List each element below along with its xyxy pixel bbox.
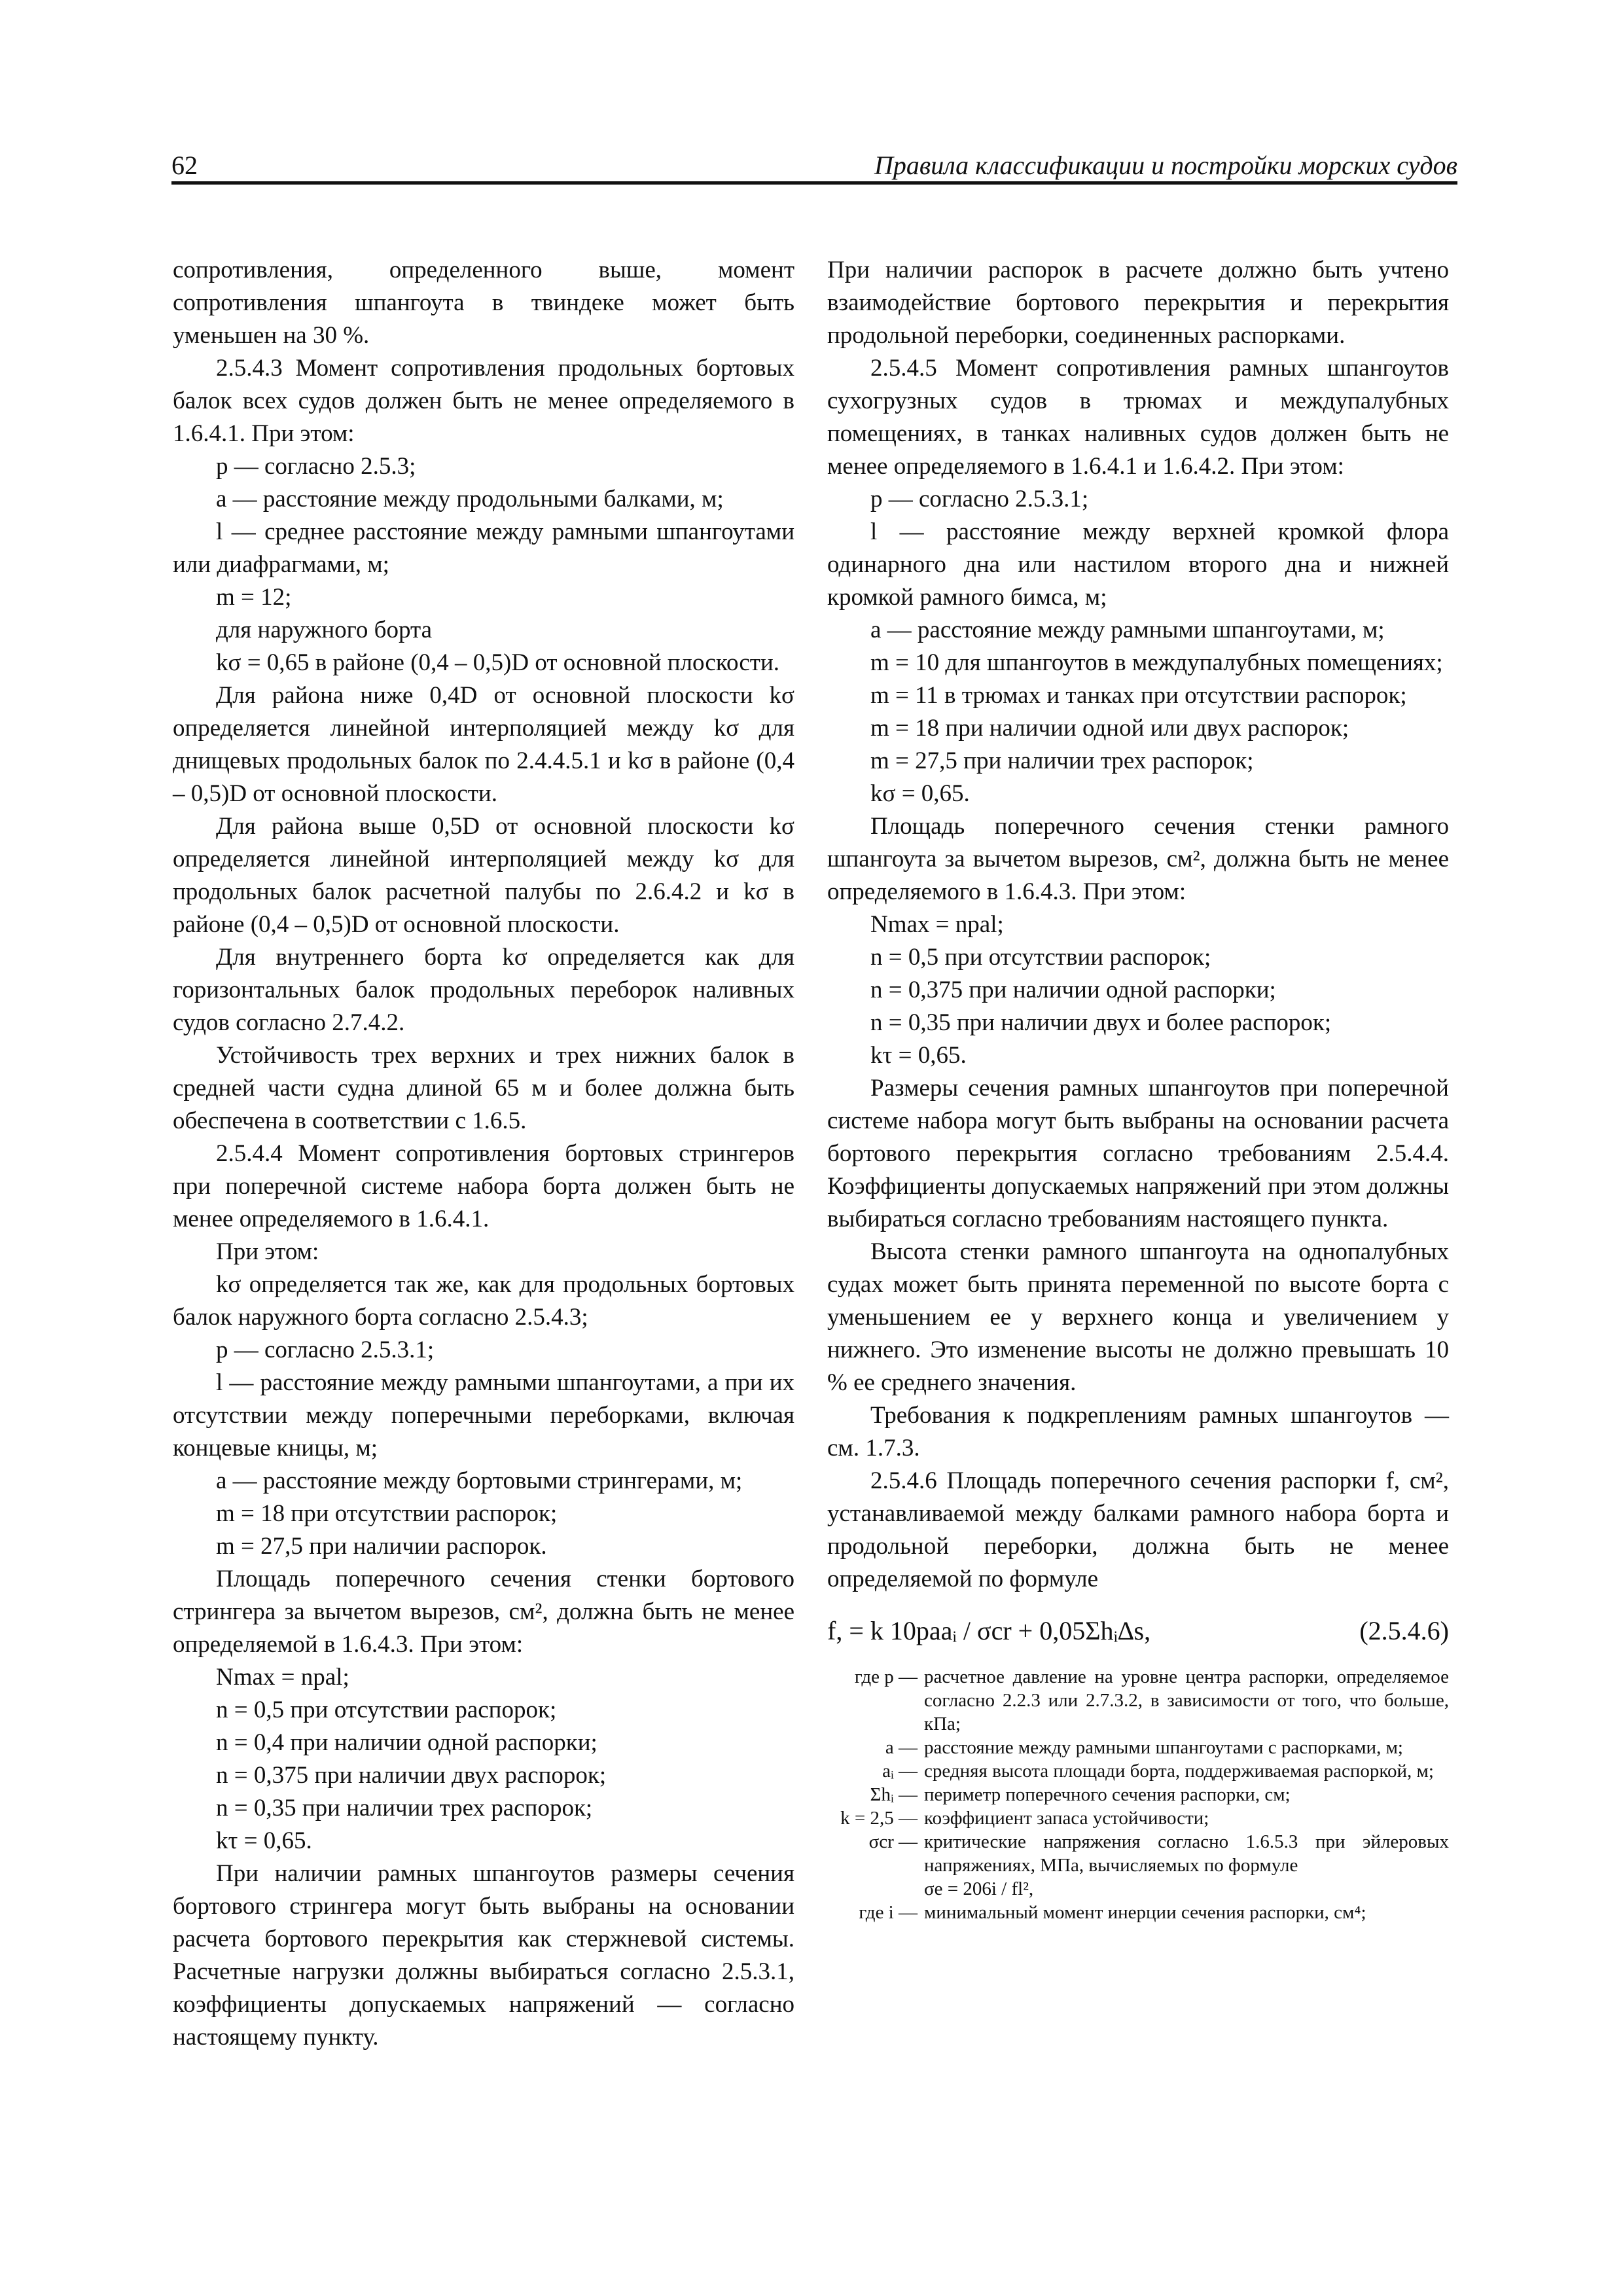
list-item: p — согласно 2.5.3;: [216, 453, 416, 480]
list-item: l — расстояние между верхней кромкой флора одинарного дна или настилом второго дна и нижней кромкой рамного бимса, м;: [827, 518, 1449, 611]
list-item: a — расстояние между бортовыми стрингерами, м;: [216, 1467, 743, 1494]
note-text: коэффициент запаса устойчивости;: [924, 1808, 1209, 1829]
list-item: n = 0,375 при наличии одной распорки;: [870, 977, 1276, 1003]
list-item: kσ = 0,65.: [870, 780, 970, 807]
note-label: где p —: [854, 1666, 918, 1687]
note-label: Σhᵢ —: [870, 1784, 918, 1805]
note-row: [827, 1901, 1449, 1924]
page-header: [171, 145, 1457, 185]
note-row: [827, 1759, 1449, 1783]
paragraph: Площадь поперечного сечения стенки бортового стрингера за вычетом вырезов, см², должна быть не менее определяемой в 1.6.4.3. При этом:: [173, 1566, 794, 1658]
list-item: n = 0,4 при наличии одной распорки;: [216, 1729, 597, 1756]
note-label: aᵢ —: [882, 1761, 918, 1782]
note-formula: σe = 206i / fl²,: [924, 1878, 1034, 1899]
note-label: σcr —: [868, 1831, 918, 1852]
formula-notes: [827, 1665, 1449, 1924]
note-text: периметр поперечного сечения распорки, см;: [924, 1784, 1291, 1805]
list-item: a — расстояние между продольными балками, м;: [216, 486, 724, 512]
paragraph: Площадь поперечного сечения стенки рамного шпангоута за вычетом вырезов, см², должна быть не менее определяемого в 1.6.4.3. При этом:: [827, 813, 1449, 905]
list-item: kσ определяется так же, как для продольных бортовых балок наружного борта согласно 2.5.4.3;: [173, 1271, 794, 1331]
paragraph: Требования к подкреплениям рамных шпангоутов — см. 1.7.3.: [827, 1402, 1449, 1462]
note-text: критические напряжения согласно 1.6.5.3 при эйлеровых напряжениях, МПа, вычисляемых по формуле: [924, 1831, 1449, 1876]
list-item: kσ = 0,65 в районе (0,4 – 0,5)D от основной плоскости.: [216, 649, 780, 676]
list-item: m = 27,5 при наличии распорок.: [216, 1533, 547, 1560]
paragraph: При наличии распорок в расчете должно быть учтено взаимодействие бортового перекрытия и перекрытия продольной переборки, соединенных распорками.: [827, 257, 1449, 349]
list-item: m = 12;: [216, 584, 292, 611]
list-item: Nmax = npal;: [870, 911, 1004, 938]
formula-number: (2.5.4.6): [1359, 1616, 1449, 1645]
paragraph: Устойчивость трех верхних и трех нижних балок в средней части судна длиной 65 м и более должна быть обеспечена в соответствии с 1.6.5.: [173, 1042, 794, 1134]
list-item: n = 0,375 при наличии двух распорок;: [216, 1762, 607, 1789]
note-text: расчетное давление на уровне центра распорки, определяемое согласно 2.2.3 или 2.7.3.2, в зависимости от того, что больше, кПа;: [924, 1666, 1449, 1734]
list-item: a — расстояние между рамными шпангоутами, м;: [870, 617, 1385, 643]
note-text: средняя высота площади борта, поддерживаемая распоркой, м;: [924, 1761, 1434, 1782]
list-item: p — согласно 2.5.3.1;: [216, 1336, 435, 1363]
paragraph: При наличии рамных шпангоутов размеры сечения бортового стрингера могут быть выбраны на основании расчета бортового перекрытия как стержневой системы. Расчетные нагрузки должны выбираться согласно 2.5.3.1, коэффициенты допускаемых напряжений — согласно настоящему пункту.: [173, 1860, 794, 2051]
list-item: m = 18 при наличии одной или двух распорок;: [870, 715, 1349, 742]
list-item: для наружного борта: [216, 617, 433, 643]
list-item: m = 11 в трюмах и танках при отсутствии распорок;: [870, 682, 1407, 709]
list-item: kτ = 0,65.: [216, 1827, 312, 1854]
paragraph: Размеры сечения рамных шпангоутов при поперечной системе набора могут быть выбраны на основании расчета бортового перекрытия согласно требованиям 2.5.4.4. Коэффициенты допускаемых напряжений при этом должны выбираться согласно требованиям настоящего пункта.: [827, 1075, 1449, 1232]
section-2-5-4-3: 2.5.4.3 Момент сопротивления продольных бортовых балок всех судов должен быть не менее определяемого в 1.6.4.1. При этом:: [173, 355, 794, 447]
list-item: p — согласно 2.5.3.1;: [870, 486, 1089, 512]
paragraph: Для района ниже 0,4D от основной плоскости kσ определяется линейной интерполяцией между kσ для днищевых продольных балок по 2.4.4.5.1 и kσ в районе (0,4 – 0,5)D от основной плоскости.: [173, 682, 794, 807]
right-column: [827, 254, 1449, 1924]
section-2-5-4-5: 2.5.4.5 Момент сопротивления рамных шпангоутов сухогрузных судов в трюмах и междупалубных помещениях, в танках наливных судов должен быть не менее определяемого в 1.6.4.1 и 1.6.4.2. При этом:: [827, 355, 1449, 480]
section-2-5-4-6: 2.5.4.6 Площадь поперечного сечения распорки f, см², устанавливаемой между балками рамного набора борта и продольной переборки, должна быть не менее определяемой по формуле: [827, 1467, 1449, 1592]
formula-expression: f, = k 10paaᵢ / σcr + 0,05Σhᵢ∆s,: [827, 1616, 1151, 1645]
note-label: где i —: [859, 1902, 918, 1923]
paragraph: Для внутреннего борта kσ определяется как для горизонтальных балок продольных переборок наливных судов согласно 2.7.4.2.: [173, 944, 794, 1036]
paragraph: При этом:: [216, 1238, 319, 1265]
list-item: Nmax = npal;: [216, 1664, 349, 1691]
page-number: 62: [171, 151, 198, 180]
section-2-5-4-4: 2.5.4.4 Момент сопротивления бортовых стрингеров при поперечной системе набора борта должен быть не менее определяемого в 1.6.4.1.: [173, 1140, 794, 1232]
list-item: n = 0,5 при отсутствии распорок;: [216, 1696, 557, 1723]
list-item: l — среднее расстояние между рамными шпангоутами или диафрагмами, м;: [173, 518, 794, 578]
list-item: m = 18 при отсутствии распорок;: [216, 1500, 558, 1527]
note-label: a —: [885, 1737, 918, 1758]
header-rule: [171, 181, 1457, 185]
note-row: [827, 1736, 1449, 1759]
left-column: [173, 254, 794, 2054]
list-item: n = 0,5 при отсутствии распорок;: [870, 944, 1211, 971]
note-row: [827, 1877, 1449, 1901]
list-item: m = 27,5 при наличии трех распорок;: [870, 747, 1254, 774]
list-item: m = 10 для шпангоутов в междупалубных помещениях;: [870, 649, 1443, 676]
list-item: n = 0,35 при наличии трех распорок;: [216, 1795, 593, 1821]
running-title: Правила классификации и постройки морских судов: [874, 151, 1457, 180]
paragraph: Для района выше 0,5D от основной плоскости kσ определяется линейной интерполяцией между kσ для продольных балок расчетной палубы по 2.6.4.2 и kσ в районе (0,4 – 0,5)D от основной плоскости.: [173, 813, 794, 938]
note-text: минимальный момент инерции сечения распорки, см⁴;: [924, 1902, 1366, 1923]
note-row: [827, 1806, 1449, 1830]
note-row: [827, 1665, 1449, 1736]
note-row: [827, 1830, 1449, 1877]
formula-2-5-4-6: [827, 1604, 1449, 1659]
note-label: [827, 1877, 924, 1901]
paragraph: сопротивления, определенного выше, момент сопротивления шпангоута в твиндеке может быть уменьшен на 30 %.: [173, 257, 794, 349]
paragraph: Высота стенки рамного шпангоута на однопалубных судах может быть принята переменной по высоте борта с уменьшением ее у верхнего конца и увеличением у нижнего. Это изменение высоты не должно превышать 10 % ее среднего значения.: [827, 1238, 1449, 1396]
list-item: kτ = 0,65.: [870, 1042, 967, 1069]
list-item: n = 0,35 при наличии двух и более распорок;: [870, 1009, 1332, 1036]
note-text: расстояние между рамными шпангоутами с распорками, м;: [924, 1737, 1403, 1758]
note-row: [827, 1783, 1449, 1806]
note-label: k = 2,5 —: [840, 1808, 918, 1829]
list-item: l — расстояние между рамными шпангоутами, а при их отсутствии между поперечными переборками, включая концевые кницы, м;: [173, 1369, 794, 1462]
